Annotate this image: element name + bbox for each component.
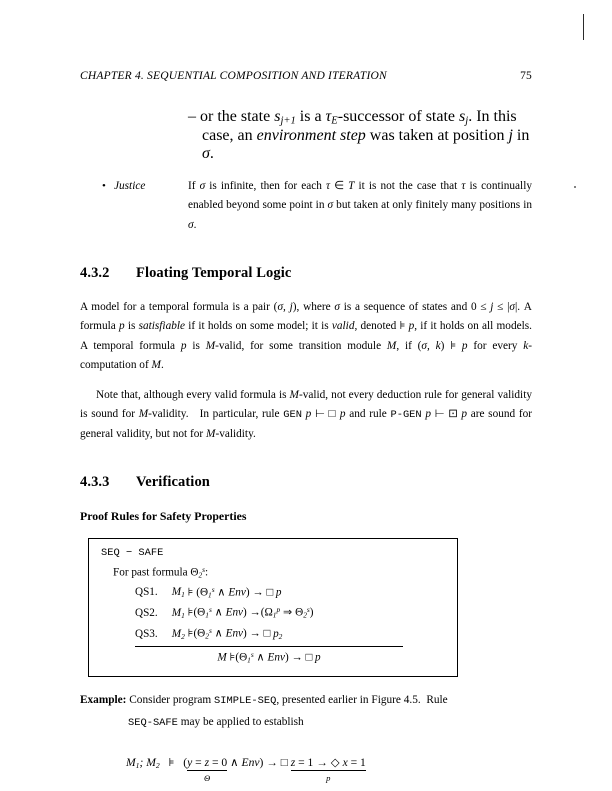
section-title-432: Floating Temporal Logic [136,265,292,281]
underbrace-p-label: p [326,773,331,784]
paragraph-floating-temporal-logic: A model for a temporal formula is a pair (σ, j), where σ is a sequence of states and 0 ≤ j ≤ |σ|. A formula p is satisfiable if it holds on some model; it is valid, denoted ⊧ p, if it holds on all models. A temporal formula p is M-valid, for some transition module M, if (σ, k) ⊧ p for every k-computation of M. [80,301,533,372]
display-formula: $M_1$; $M_2$ ⊧ ( y = z = 0 Θ ∧ Env) → □ z = 1 → ◇ x = 1 p [126,756,366,784]
running-head [80,70,532,82]
justice-text: If σ is infinite, then for each τ ∈ T it is not the case that τ is continually enabled beyond some point in σ but taken at only finitely many positions in σ. [188,179,533,231]
example-paragraph: Example: Consider program SIMPLE-SEQ, presented earlier in Figure 4.5. Rule SEQ-SAFE may be applied to establish [80,691,532,733]
rule-premise-qs2: QS2. $M_1$ $⊧(\Theta_1^s$ ∧ $Env) \to(\Omega_1^p$ ⇒ $\Theta_2^s$) [135,604,447,622]
justice-label: Justice [114,179,146,192]
example-continuation: SEQ-SAFE may be applied to establish [128,716,304,730]
continued-line: – or the state $s_{j+1}$ is a $\tau_E$-successor of state $s_j$. In this case, an environment step was taken at position j in σ. [188,108,530,162]
example-rule-name: SEQ-SAFE [128,717,178,730]
running-head-title: CHAPTER 4. SEQUENTIAL COMPOSITION AND ITERATION [80,70,387,82]
page-edge-mark [583,14,584,40]
page-number: 75 [520,70,532,82]
underbrace-theta-label: Θ [204,773,211,784]
continued-paragraph [188,108,532,163]
premise-label-qs2: QS2. [135,606,158,619]
rule-for-past-formula: For past formula $\Theta_2^s$: [113,565,209,580]
subheading-proof-rules: Proof Rules for Safety Properties [80,509,247,524]
justice-bullet-item [102,177,532,235]
rule-conclusion-wrap [135,646,403,664]
underbrace-p-content: z = 1 → ◇ x = 1 [290,756,366,770]
premise-label-qs3: QS3. [135,627,158,640]
section-title-433: Verification [136,474,210,491]
section-heading-433 [80,474,532,491]
example-label: Example: [80,694,127,707]
example-program-name: SIMPLE-SEQ [214,695,277,708]
paragraph-validity-note: Note that, although every valid formula is M-valid, not every deduction rule for general validity is sound for M-validity. In particular, rule GEN p ⊢ □ p and rule P-GEN p ⊢ ⊡ p are sound for general validity, but not for M-validity. [80,388,533,440]
underbrace-theta [187,756,228,784]
section-number-433: 4.3.3 [80,474,110,491]
page-content [80,70,532,791]
section-number-432: 4.3.2 [80,265,110,281]
example-figure-ref: Figure 4.5 [371,694,418,707]
section-heading-432 [80,265,532,282]
bullet-icon: • [102,179,106,192]
underbrace-theta-content: y = z = 0 [187,756,228,770]
rule-premise-qs3: QS3. $M_2$ $⊧(\Theta_2^s$ ∧ Env) → □ $p_2$ [135,625,447,643]
underbrace-p [290,755,366,784]
rule-premise-qs1: QS1. $M_1$ ⊧ ($\Theta_1^s$ ∧ Env) → □ p [135,584,447,602]
premise-label-qs1: QS1. [135,586,158,599]
proof-rule-box [88,538,458,677]
page-speck-mark [574,186,576,188]
rule-name: SEQ − SAFE [101,547,164,560]
rule-conclusion: M $⊧(\Theta_1^s$ ∧ Env) → □ p [217,649,321,665]
